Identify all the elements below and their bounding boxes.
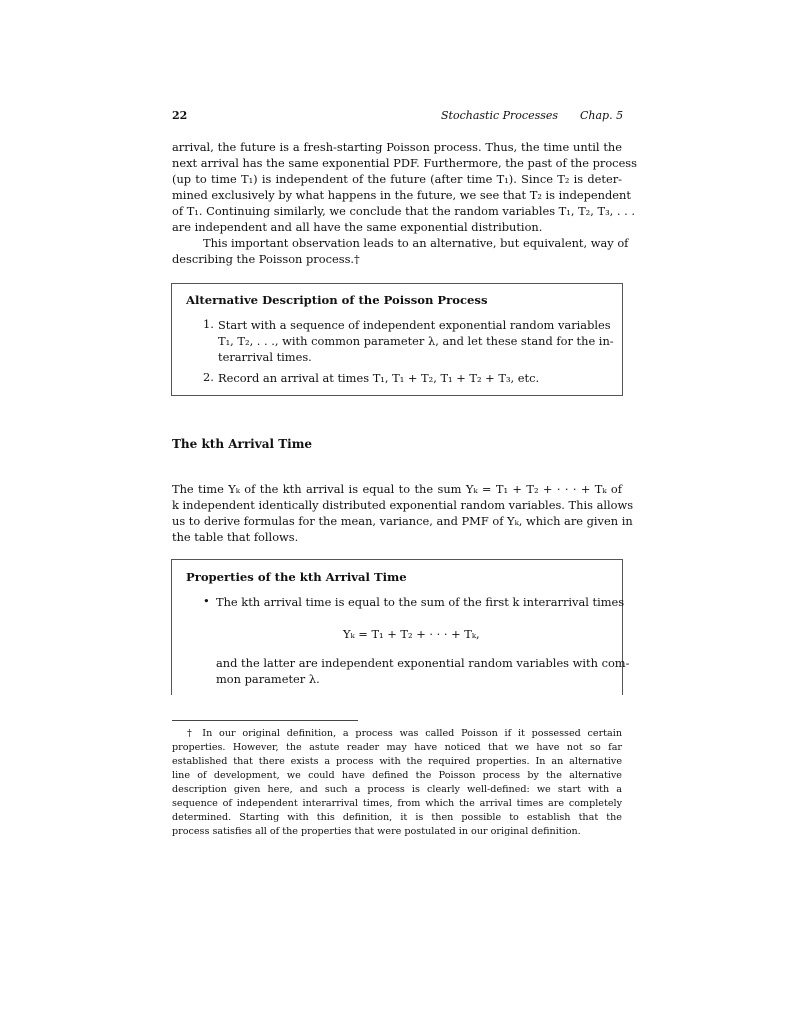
page-number: 22: [172, 109, 188, 122]
intro-line: arrival, the future is a fresh-starting Poisson process. Thus, the time until the: [172, 140, 622, 154]
intro-line: are independent and all have the same exponential distribution.: [172, 220, 543, 234]
footnote-line: description given here, and such a process is clearly well-defined: we start with a: [172, 784, 622, 795]
alt-box-title: Alternative Description of the Poisson Process: [186, 293, 488, 307]
intro-line: mined exclusively by what happens in the future, we see that T₂ is independent: [172, 188, 631, 202]
props-after-line: mon parameter λ.: [216, 672, 320, 686]
footnote-line: line of development, we could have defined the Poisson process by the alternative: [172, 770, 622, 781]
footnote-line: determined. Starting with this definition, it is then possible to establish that the: [172, 812, 622, 823]
alt-item2-number: 2.: [203, 370, 214, 384]
props-bullet-text: The kth arrival time is equal to the sum of the first k interarrival times: [216, 595, 625, 609]
running-chapter-title: Stochastic Processes: [441, 109, 559, 122]
section-line: the table that follows.: [172, 530, 299, 544]
bullet-icon: •: [203, 594, 210, 608]
props-box-title: Properties of the kth Arrival Time: [186, 570, 407, 584]
alt-item1-number: 1.: [203, 317, 214, 331]
running-chapter-label: Chap. 5: [580, 109, 624, 122]
footnote-line: established that there exists a process with the required properties. In an alternative: [172, 756, 622, 767]
section-line: The time Yₖ of the kth arrival is equal to the sum Yₖ = T₁ + T₂ + · · · + Tₖ of: [172, 482, 622, 496]
footnote-line: † In our original definition, a process was called Poisson if it possessed certain: [187, 728, 622, 739]
intro-line: next arrival has the same exponential PDF. Furthermore, the past of the process: [172, 156, 637, 170]
section-heading: The kth Arrival Time: [172, 437, 313, 451]
intro-para2-line: describing the Poisson process.†: [172, 252, 360, 266]
footnote-rule: [172, 720, 358, 721]
alt-item1-line: terarrival times.: [218, 350, 312, 364]
footnote-line: properties. However, the astute reader may have noticed that we have not so far: [172, 742, 622, 753]
alt-item1-line: T₁, T₂, . . ., with common parameter λ, and let these stand for the in-: [218, 334, 614, 348]
footnote-line: sequence of independent interarrival times, from which the arrival times are completely: [172, 798, 622, 809]
alt-item2-text: Record an arrival at times T₁, T₁ + T₂, T₁ + T₂ + T₃, etc.: [218, 371, 540, 385]
intro-line: of T₁. Continuing similarly, we conclude that the random variables T₁, T₂, T₃, . . .: [172, 204, 635, 218]
intro-para2-line: This important observation leads to an alternative, but equivalent, way of: [203, 236, 629, 250]
props-after-line: and the latter are independent exponential random variables with com-: [216, 656, 630, 670]
alt-item1-line: Start with a sequence of independent exponential random variables: [218, 318, 611, 332]
section-line: us to derive formulas for the mean, variance, and PMF of Yₖ, which are given in: [172, 514, 633, 528]
footnote-line: process satisfies all of the properties that were postulated in our original definition.: [172, 826, 581, 837]
section-line: k independent identically distributed exponential random variables. This allows: [172, 498, 634, 512]
props-equation: Yₖ = T₁ + T₂ + · · · + Tₖ,: [343, 627, 480, 641]
intro-line: (up to time T₁) is independent of the future (after time T₁). Since T₂ is deter-: [172, 172, 622, 186]
